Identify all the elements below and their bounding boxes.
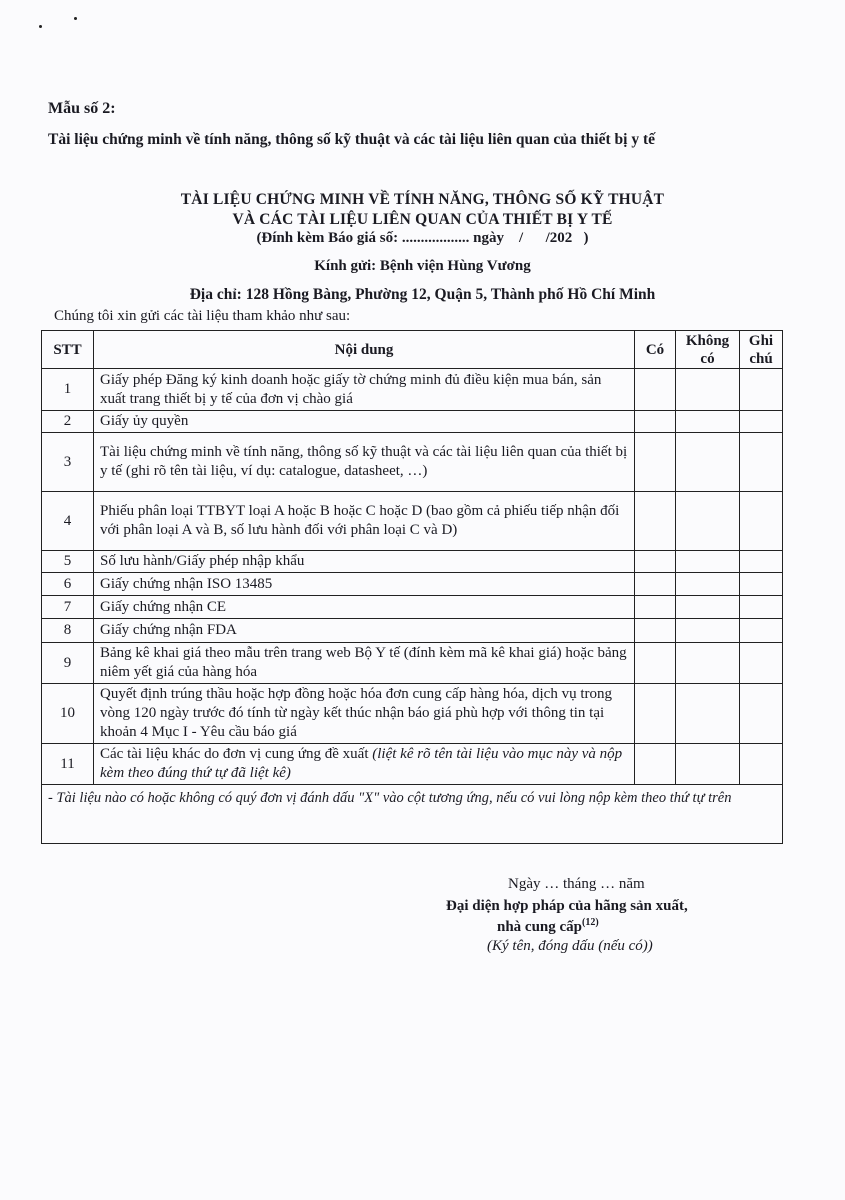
note-cell[interactable] xyxy=(740,744,783,785)
header-content: Nội dung xyxy=(94,331,635,369)
yes-cell[interactable] xyxy=(635,619,676,643)
table-row xyxy=(42,551,783,573)
row-content-text: Bảng kê khai giá theo mẫu trên trang web Bộ Y tế (đính kèm mã kê khai giá) hoặc bảng niêm yết giá của hàng hóa xyxy=(100,645,627,680)
row-content-italic: (liệt kê rõ tên tài liệu vào mục này và nộp kèm theo đúng thứ tự đã liệt kê) xyxy=(100,746,623,781)
yes-cell[interactable] xyxy=(635,596,676,619)
row-content xyxy=(94,643,635,684)
no-cell[interactable] xyxy=(676,369,740,411)
no-cell[interactable] xyxy=(676,411,740,433)
row-number: 10 xyxy=(42,684,94,744)
table-row xyxy=(42,643,783,684)
row-number: 4 xyxy=(42,492,94,551)
quotation-reference: (Đính kèm Báo giá số: .................. ngày / /202 ) xyxy=(256,230,589,246)
row-content xyxy=(94,492,635,551)
yes-cell[interactable] xyxy=(635,744,676,785)
table-row xyxy=(42,411,783,433)
yes-cell[interactable] xyxy=(635,643,676,684)
yes-cell[interactable] xyxy=(635,573,676,596)
document-title-line-1: TÀI LIỆU CHỨNG MINH VỀ TÍNH NĂNG, THÔNG SỐ KỸ THUẬT xyxy=(180,191,665,208)
table-row xyxy=(42,619,783,643)
row-content-text: Quyết định trúng thầu hoặc hợp đồng hoặc hóa đơn cung cấp hàng hóa, dịch vụ trong vòng 120 ngày trước đó tính từ ngày kết thúc nhận báo giá phù hợp với thông tin tại khoản 4 Mục I - Yêu cầu báo giá xyxy=(100,686,612,740)
signature-instruction: (Ký tên, đóng dấu (nếu có)) xyxy=(487,938,653,954)
signature-role-line-2: nhà cung cấp$^{(12)}$ xyxy=(497,917,599,935)
no-cell[interactable] xyxy=(676,684,740,744)
note-cell[interactable] xyxy=(740,433,783,492)
no-cell[interactable] xyxy=(676,573,740,596)
row-content-text: Giấy phép Đăng ký kinh doanh hoặc giấy tờ chứng minh đủ điều kiện mua bán, sản xuất trang thiết bị y tế của đơn vị chào giá xyxy=(100,371,602,407)
table-row xyxy=(42,596,783,619)
row-number: 2 xyxy=(42,411,94,433)
row-content-text: Giấy chứng nhận ISO 13485 xyxy=(100,575,273,592)
document-title-line-2: VÀ CÁC TÀI LIỆU LIÊN QUAN CỦA THIẾT BỊ Y TẾ xyxy=(232,211,613,228)
row-content-text: Giấy chứng nhận FDA xyxy=(100,622,237,638)
row-content xyxy=(94,573,635,596)
header-no: Không có xyxy=(676,331,740,369)
scan-mark xyxy=(74,17,77,20)
no-cell[interactable] xyxy=(676,433,740,492)
row-number: 1 xyxy=(42,369,94,411)
note-cell[interactable] xyxy=(740,411,783,433)
yes-cell[interactable] xyxy=(635,551,676,573)
row-content-text: Số lưu hành/Giấy phép nhập khẩu xyxy=(100,553,305,569)
row-content-text: Giấy ủy quyền xyxy=(100,413,189,429)
row-content-text: Các tài liệu khác do đơn vị cung ứng đề xuất xyxy=(100,746,373,762)
note-cell[interactable] xyxy=(740,369,783,411)
row-number: 7 xyxy=(42,596,94,619)
table-row xyxy=(42,492,783,551)
note-cell[interactable] xyxy=(740,643,783,684)
table-row xyxy=(42,684,783,744)
yes-cell[interactable] xyxy=(635,369,676,411)
note-cell[interactable] xyxy=(740,619,783,643)
row-content xyxy=(94,596,635,619)
no-cell[interactable] xyxy=(676,596,740,619)
row-number: 6 xyxy=(42,573,94,596)
table-row xyxy=(42,744,783,785)
row-number: 9 xyxy=(42,643,94,684)
footnote-row xyxy=(42,785,783,844)
row-content xyxy=(94,411,635,433)
no-cell[interactable] xyxy=(676,744,740,785)
yes-cell[interactable] xyxy=(635,684,676,744)
table-row xyxy=(42,573,783,596)
header-yes: Có xyxy=(635,331,676,369)
row-content xyxy=(94,369,635,411)
yes-cell[interactable] xyxy=(635,433,676,492)
note-cell[interactable] xyxy=(740,492,783,551)
row-number: 11 xyxy=(42,744,94,785)
header-note: Ghi chú xyxy=(740,331,783,369)
no-cell[interactable] xyxy=(676,492,740,551)
row-content-text: Giấy chứng nhận CE xyxy=(100,598,227,615)
no-cell[interactable] xyxy=(676,643,740,684)
note-cell[interactable] xyxy=(740,573,783,596)
row-content xyxy=(94,744,635,785)
signature-date: Ngày … tháng … năm xyxy=(508,876,645,892)
scan-mark xyxy=(39,25,42,28)
row-content xyxy=(94,684,635,744)
documents-table xyxy=(41,330,783,844)
form-label: Mẫu số 2: xyxy=(48,100,116,117)
row-number: 3 xyxy=(42,433,94,492)
row-number: 5 xyxy=(42,551,94,573)
footnote-marker: (12) xyxy=(582,917,599,928)
table-footnote: - Tài liệu nào có hoặc không có quý đơn vị đánh dấu "X" vào cột tương ứng, nếu có vui lòng nộp kèm theo thứ tự trên xyxy=(42,785,783,844)
row-content xyxy=(94,433,635,492)
intro-text: Chúng tôi xin gửi các tài liệu tham khảo như sau: xyxy=(54,308,351,324)
row-content-text: Tài liệu chứng minh về tính năng, thông số kỹ thuật và các tài liệu liên quan của thiết bị y tế (ghi rõ tên tài liệu, ví dụ: catalogue, datasheet, …) xyxy=(100,444,628,479)
address: Địa chỉ: 128 Hồng Bàng, Phường 12, Quận 5, Thành phố Hồ Chí Minh xyxy=(189,286,656,303)
row-content-text: Phiếu phân loại TTBYT loại A hoặc B hoặc C hoặc D (bao gồm cả phiếu tiếp nhận đối với phân loại A và B, số lưu hành đối với phân loại C và D) xyxy=(100,503,620,538)
note-cell[interactable] xyxy=(740,596,783,619)
row-number: 8 xyxy=(42,619,94,643)
table-row xyxy=(42,369,783,411)
no-cell[interactable] xyxy=(676,619,740,643)
note-cell[interactable] xyxy=(740,684,783,744)
row-content xyxy=(94,619,635,643)
table-row xyxy=(42,433,783,492)
note-cell[interactable] xyxy=(740,551,783,573)
row-content xyxy=(94,551,635,573)
yes-cell[interactable] xyxy=(635,411,676,433)
yes-cell[interactable] xyxy=(635,492,676,551)
signature-role-line-1: Đại diện hợp pháp của hãng sản xuất, xyxy=(446,898,688,914)
form-description: Tài liệu chứng minh về tính năng, thông số kỹ thuật và các tài liệu liên quan của thiết bị y tế xyxy=(48,131,655,148)
table-header-row xyxy=(42,331,783,369)
header-stt: STT xyxy=(42,331,94,369)
no-cell[interactable] xyxy=(676,551,740,573)
recipient: Kính gửi: Bệnh viện Hùng Vương xyxy=(314,258,531,274)
